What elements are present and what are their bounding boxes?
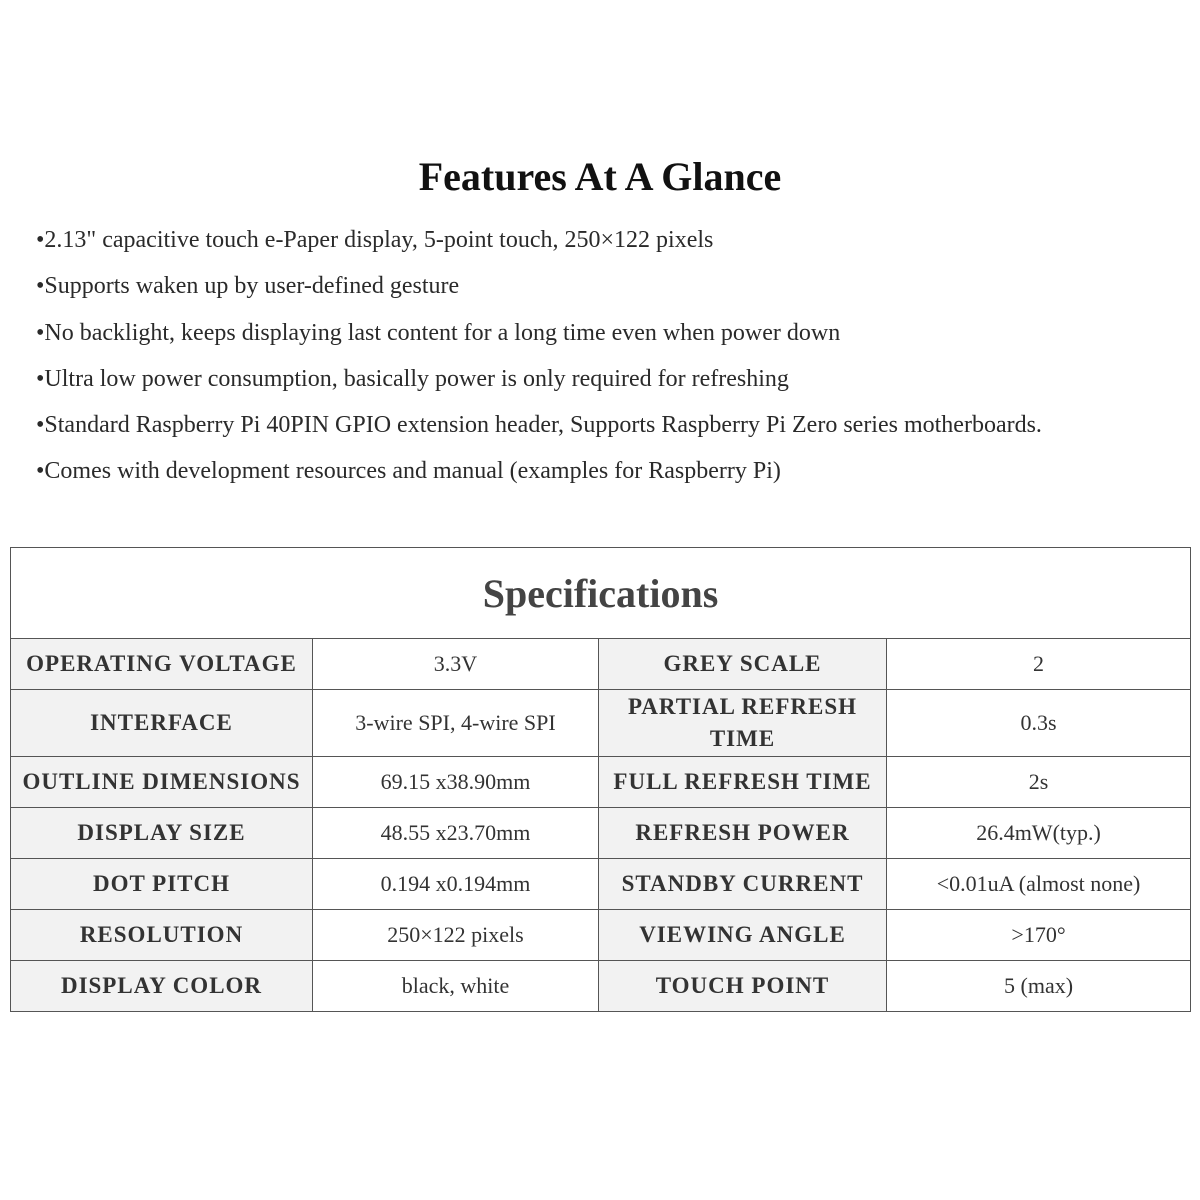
feature-item: • Standard Raspberry Pi 40PIN GPIO extension header, Supports Raspberry Pi Zero series motherboards. — [36, 402, 1186, 448]
specifications-title: Specifications — [11, 548, 1191, 639]
spec-label: DOT PITCH — [11, 859, 313, 910]
spec-value: <0.01uA (almost none) — [887, 859, 1191, 910]
table-row — [11, 961, 1191, 1012]
spec-label: REFRESH POWER — [599, 808, 887, 859]
features-title: Features At A Glance — [418, 154, 782, 199]
spec-value: 26.4mW(typ.) — [887, 808, 1191, 859]
spec-value: 48.55 x23.70mm — [313, 808, 599, 859]
table-row — [11, 808, 1191, 859]
spec-label: GREY SCALE — [599, 639, 887, 690]
spec-label: DISPLAY SIZE — [11, 808, 313, 859]
spec-label: RESOLUTION — [11, 910, 313, 961]
feature-item: • 2.13" capacitive touch e-Paper display, 5-point touch, 250×122 pixels — [36, 217, 1186, 263]
table-row — [11, 639, 1191, 690]
specifications-table — [10, 547, 1191, 1012]
spec-value: 3.3V — [313, 639, 599, 690]
spec-value: 69.15 x38.90mm — [313, 757, 599, 808]
feature-item: • Comes with development resources and manual (examples for Raspberry Pi) — [36, 448, 1186, 494]
table-row — [11, 690, 1191, 757]
feature-item: • Ultra low power consumption, basically power is only required for refreshing — [36, 356, 1186, 402]
feature-item: • Supports waken up by user-defined gesture — [36, 263, 1186, 309]
spec-value: 250×122 pixels — [313, 910, 599, 961]
spec-label: PARTIAL REFRESH TIME — [599, 690, 887, 757]
spec-value: 5 (max) — [887, 961, 1191, 1012]
spec-label: TOUCH POINT — [599, 961, 887, 1012]
table-row — [11, 910, 1191, 961]
spec-value: 2 — [887, 639, 1191, 690]
table-row — [11, 757, 1191, 808]
spec-label: OPERATING VOLTAGE — [11, 639, 313, 690]
feature-item: • No backlight, keeps displaying last content for a long time even when power down — [36, 310, 1186, 356]
spec-value: 3-wire SPI, 4-wire SPI — [313, 690, 599, 757]
spec-label: STANDBY CURRENT — [599, 859, 887, 910]
spec-value: black, white — [313, 961, 599, 1012]
spec-label: OUTLINE DIMENSIONS — [11, 757, 313, 808]
spec-label: DISPLAY COLOR — [11, 961, 313, 1012]
spec-value: 0.3s — [887, 690, 1191, 757]
table-row — [11, 859, 1191, 910]
spec-value: >170° — [887, 910, 1191, 961]
features-list — [36, 217, 1186, 495]
spec-label: INTERFACE — [11, 690, 313, 757]
spec-value: 0.194 x0.194mm — [313, 859, 599, 910]
spec-value: 2s — [887, 757, 1191, 808]
spec-label: FULL REFRESH TIME — [599, 757, 887, 808]
spec-label: VIEWING ANGLE — [599, 910, 887, 961]
